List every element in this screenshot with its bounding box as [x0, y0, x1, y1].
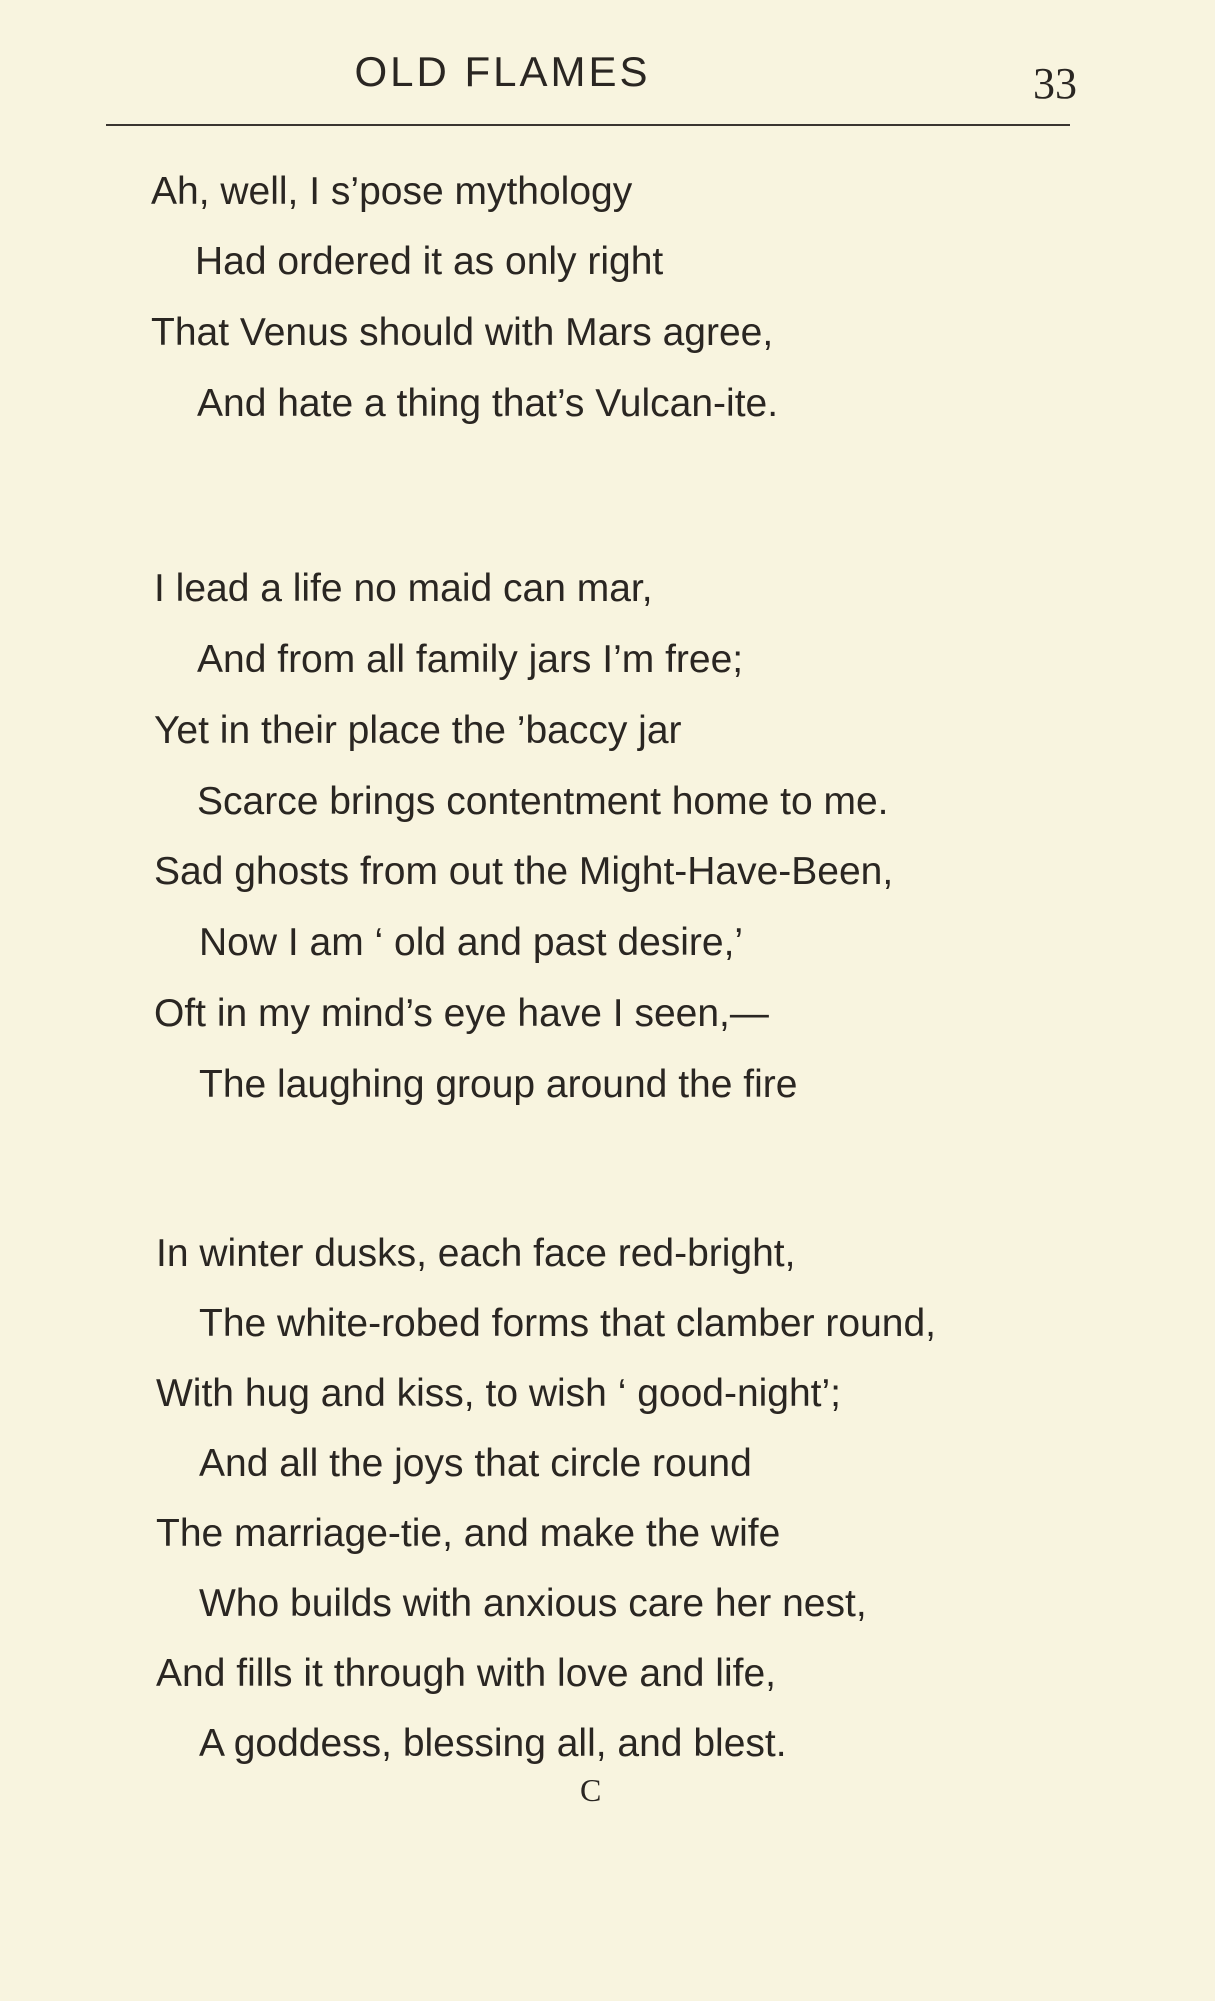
signature-mark: C	[580, 1772, 602, 1808]
poem-line: With hug and kiss, to wish ‘ good-night’;	[156, 1372, 842, 1415]
poem-line: In winter dusks, each face red-bright,	[156, 1232, 796, 1275]
poem-line: A goddess, blessing all, and blest.	[199, 1722, 787, 1765]
poem-line: The laughing group around the fire	[199, 1063, 798, 1106]
poem-line: Yet in their place the ’baccy jar	[154, 709, 682, 752]
poem-line: And hate a thing that’s Vulcan-ite.	[197, 382, 779, 425]
running-title: OLD FLAMES	[354, 48, 651, 95]
poem-line: The white-robed forms that clamber round,	[199, 1302, 937, 1345]
header-rule	[106, 124, 1070, 126]
poem-line: I lead a life no maid can mar,	[154, 567, 653, 610]
poem-line: That Venus should with Mars agree,	[151, 311, 774, 354]
poem-line: And fills it through with love and life,	[156, 1652, 777, 1695]
page-number: 33	[1033, 59, 1077, 108]
poem-line: Who builds with anxious care her nest,	[199, 1582, 867, 1625]
poem-line: Had ordered it as only right	[195, 240, 664, 283]
poem-line: And from all family jars I’m free;	[197, 638, 744, 681]
poem-line: And all the joys that circle round	[199, 1442, 752, 1485]
poem-line: Ah, well, I s’pose mythology	[151, 170, 633, 213]
poem-line: Now I am ‘ old and past desire,’	[199, 921, 744, 964]
poem-line: The marriage-tie, and make the wife	[156, 1512, 781, 1555]
poem-line: Sad ghosts from out the Might-Have-Been,	[154, 850, 894, 893]
poem-line: Scarce brings contentment home to me.	[197, 780, 889, 823]
poem-line: Oft in my mind’s eye have I seen,—	[154, 992, 769, 1035]
